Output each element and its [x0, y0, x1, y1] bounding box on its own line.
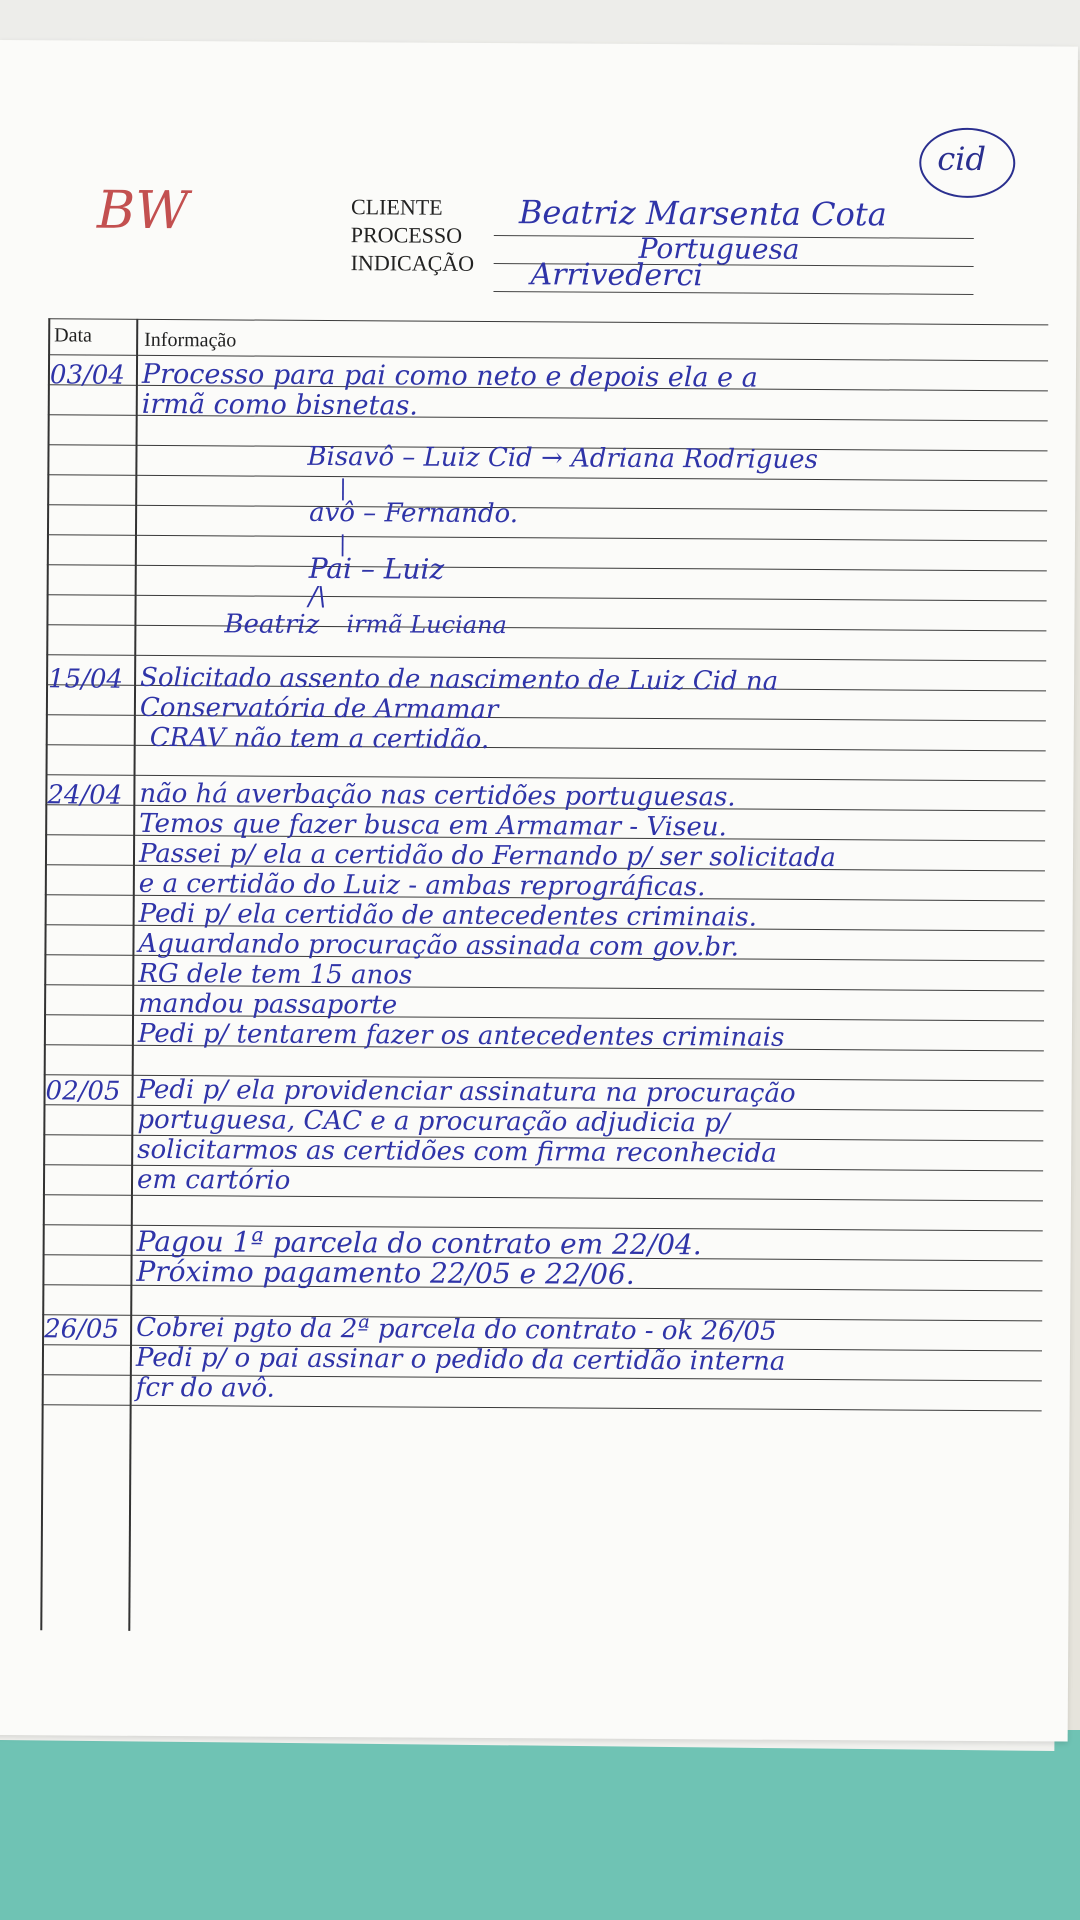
tree-connector: | [339, 476, 347, 502]
tree-great-grandfather: Bisavô – Luiz Cid → Adriana Rodrigues [307, 441, 819, 476]
entry-date: 03/04 [49, 360, 125, 391]
info-column-header: Informação [144, 328, 237, 352]
ruled-line [47, 504, 1047, 511]
entry-line: irmã como bisnetas. [141, 388, 419, 422]
entry-line: não há averbação nas certidões portuguesas. [139, 778, 736, 813]
ruled-line [47, 564, 1047, 571]
entry-line: Passei p/ ela a certidão do Fernando p/ ser solicitada [138, 838, 836, 874]
ruled-line [47, 534, 1047, 541]
ruled-lines [48, 318, 1048, 324]
ruled-line [47, 594, 1047, 601]
entry-line: Solicitado assento de nascimento de Luiz Cid na [140, 662, 779, 697]
entry-line: Aguardando procuração assinada com gov.br. [138, 928, 739, 963]
referral-value: Arrivederci [530, 257, 704, 294]
table-surface [0, 1730, 1080, 1920]
tree-child-left: Beatriz [224, 609, 320, 640]
tree-branch: /\ [308, 581, 327, 613]
ruled-line [43, 1194, 1043, 1201]
entry-line: Pedi p/ o pai assinar o pedido da certidão interna [135, 1342, 786, 1377]
monogram: BW [96, 180, 189, 242]
ruled-line [46, 654, 1046, 661]
tree-connector: | [338, 532, 347, 558]
tree-grandfather: avô – Fernando. [309, 497, 519, 530]
client-label: CLIENTE [350, 194, 443, 220]
entry-line: Pagou 1ª parcela do contrato em 22/04. [136, 1224, 702, 1262]
entry-line: fcr do avô. [135, 1372, 275, 1404]
entry-line: Conservatória de Armamar [139, 692, 499, 726]
entry-date: 15/04 [48, 664, 124, 695]
date-column-header: Data [54, 324, 93, 347]
entry-line: RG dele tem 15 anos [138, 958, 413, 991]
entry-date: 26/05 [44, 1314, 120, 1345]
entry-line: mandou passaporte [138, 988, 398, 1021]
entry-line: solicitarmos as certidões com firma reconhecida [137, 1134, 777, 1169]
tree-father: Pai – Luiz [308, 551, 445, 586]
ruled-line [47, 474, 1047, 481]
entry-date: 24/04 [47, 780, 123, 811]
table-left-border [40, 318, 50, 1630]
entry-line: Processo para pai como neto e depois ela e a [141, 358, 758, 394]
log-table [40, 318, 1048, 1636]
entry-line: Pedi p/ ela certidão de antecedentes criminais. [138, 898, 758, 933]
corner-mark: cid [937, 139, 987, 179]
entry-line: Pedi p/ ela providenciar assinatura na procuração [137, 1074, 796, 1109]
entry-line: portuguesa, CAC e a procuração adjudicia p/ [137, 1104, 730, 1139]
ruled-line [42, 1404, 1042, 1411]
entry-date: 02/05 [45, 1076, 121, 1107]
ruled-line [48, 318, 1048, 325]
date-column-divider [128, 319, 138, 1631]
ruled-line [46, 624, 1046, 631]
entry-line: Próximo pagamento 22/05 e 22/06. [136, 1254, 635, 1291]
process-label: PROCESSO [350, 222, 463, 248]
entry-line: Pedi p/ tentarem fazer os antecedentes criminais [137, 1018, 785, 1053]
client-value: Beatriz Marsenta Cota [518, 193, 887, 234]
paper-sheet [0, 40, 1078, 1742]
entry-line: CRAV não tem a certidão. [149, 722, 490, 756]
tree-child-right: irmã Luciana [346, 610, 507, 640]
entry-line: Cobrei pgto da 2ª parcela do contrato - ok 26/05 [136, 1312, 777, 1347]
referral-label: INDICAÇÃO [350, 250, 475, 276]
entry-line: e a certidão do Luiz - ambas reprográficas. [138, 868, 706, 903]
entry-line: em cartório [136, 1164, 291, 1196]
process-value: Portuguesa [638, 231, 800, 266]
entry-line: Temos que fazer busca em Armamar - Viseu. [139, 808, 727, 843]
